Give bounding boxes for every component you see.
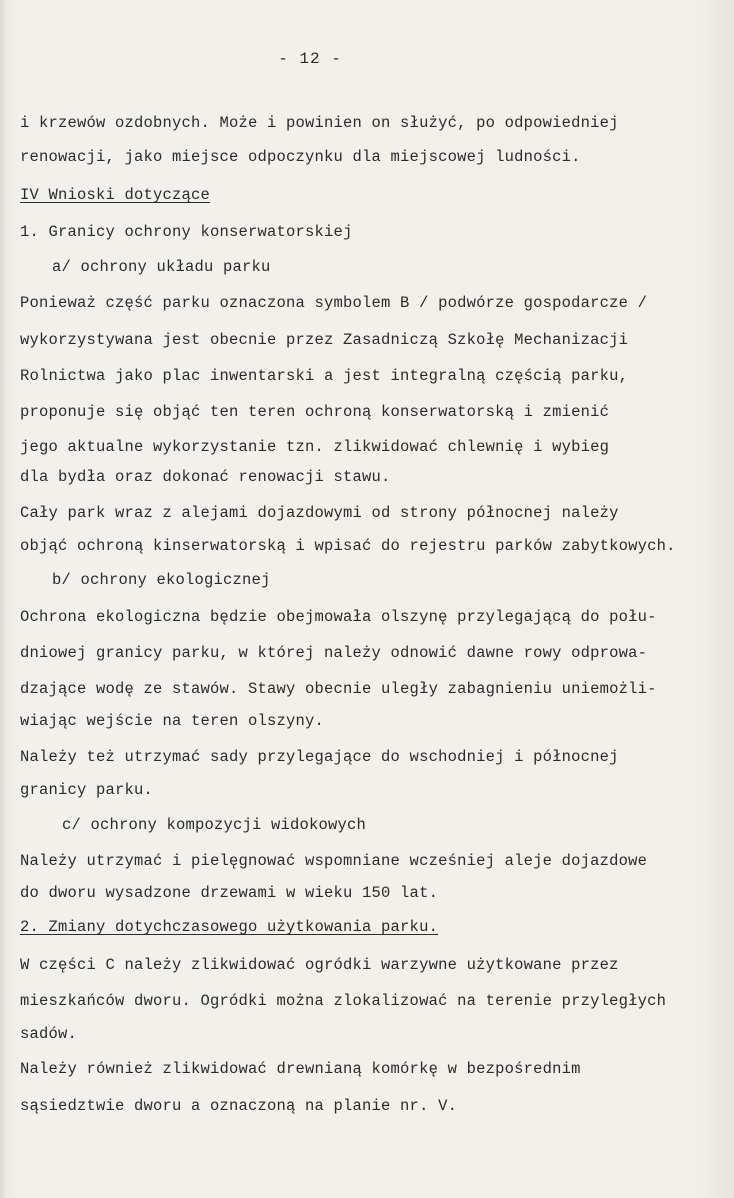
text-line: mieszkańców dworu. Ogródki można zlokalizować na terenie przyległych: [20, 992, 667, 1010]
text-line: Należy też utrzymać sady przylegające do wschodniej i północnej: [20, 748, 619, 766]
text-line: wiając wejście na teren olszyny.: [20, 712, 325, 730]
text-line: granicy parku.: [20, 781, 154, 799]
text-line: wykorzystywana jest obecnie przez Zasadniczą Szkołę Mechanizacji: [20, 331, 629, 349]
subsection-label: b/ ochrony ekologicznej: [52, 571, 271, 589]
text-line: renowacji, jako miejsce odpoczynku dla miejscowej ludności.: [20, 148, 581, 166]
text-line: i krzewów ozdobnych. Może i powinien on służyć, po odpowiedniej: [20, 114, 619, 132]
text-line: Należy również zlikwidować drewnianą komórkę w bezpośrednim: [20, 1060, 581, 1078]
text-line: dzające wodę ze stawów. Stawy obecnie uległy zabagnieniu uniemożli-: [20, 680, 657, 698]
page-number: - 12 -: [278, 50, 342, 68]
text-line: proponuje się objąć ten teren ochroną konserwatorską i zmienić: [20, 403, 610, 421]
text-line: dla bydła oraz dokonać renowacji stawu.: [20, 468, 391, 486]
text-line: W części C należy zlikwidować ogródki warzywne użytkowane przez: [20, 956, 619, 974]
text-line: sadów.: [20, 1025, 78, 1043]
text-line: do dworu wysadzone drzewami w wieku 150 lat.: [20, 884, 439, 902]
text-line: Rolnictwa jako plac inwentarski a jest integralną częścią parku,: [20, 367, 629, 385]
text-line: dniowej granicy parku, w której należy odnowić dawne rowy odprowa-: [20, 644, 648, 662]
subsection-label: a/ ochrony układu parku: [52, 258, 271, 276]
section-heading: 2. Zmiany dotychczasowego użytkowania parku.: [20, 918, 439, 936]
section-heading: IV Wnioski dotyczące: [20, 186, 211, 204]
text-line: Ochrona ekologiczna będzie obejmowała olszynę przylegającą do połu-: [20, 608, 657, 626]
subsection-label: c/ ochrony kompozycji widokowych: [62, 816, 367, 834]
text-line: Cały park wraz z alejami dojazdowymi od strony północnej należy: [20, 504, 619, 522]
text-line: jego aktualne wykorzystanie tzn. zlikwidować chlewnię i wybieg: [20, 438, 610, 456]
text-line: objąć ochroną kinserwatorską i wpisać do rejestru parków zabytkowych.: [20, 537, 676, 555]
text-line: Należy utrzymać i pielęgnować wspomniane wcześniej aleje dojazdowe: [20, 852, 648, 870]
text-line: sąsiedztwie dworu a oznaczoną na planie nr. V.: [20, 1097, 458, 1115]
page-edge-shadow: [0, 0, 6, 1198]
subsection-heading: 1. Granicy ochrony konserwatorskiej: [20, 223, 353, 241]
text-line: Ponieważ część parku oznaczona symbolem B / podwórze gospodarcze /: [20, 294, 648, 312]
